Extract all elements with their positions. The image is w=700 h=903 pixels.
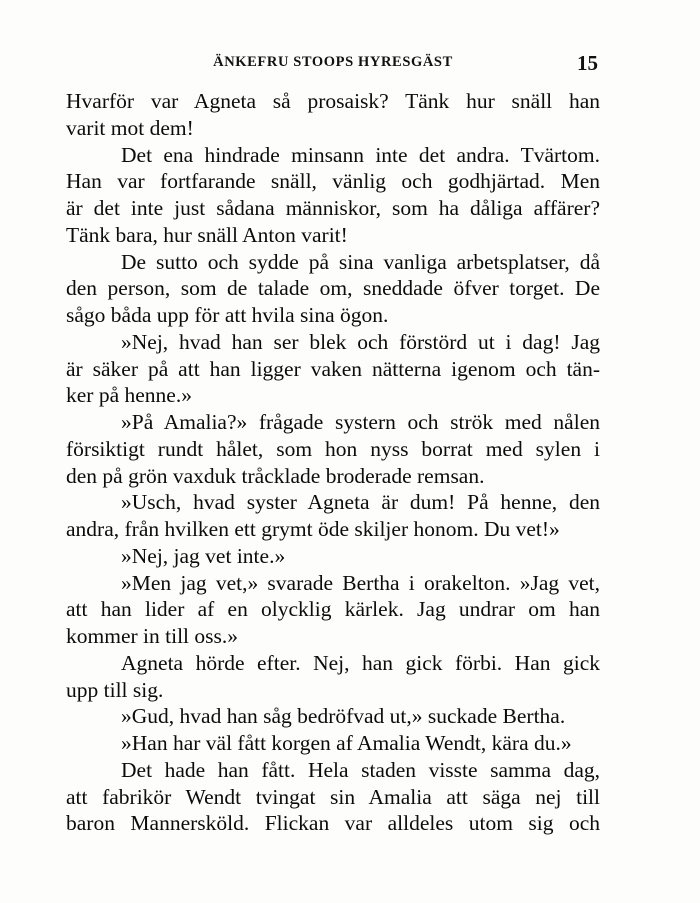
paragraph bbox=[66, 489, 600, 543]
text-line: upp till sig. bbox=[66, 677, 164, 702]
paragraph bbox=[66, 142, 600, 249]
text-line: Agneta hörde efter. Nej, han gick förbi. Han gick bbox=[121, 650, 600, 675]
paragraph bbox=[66, 757, 600, 837]
text-line: är det inte just sådana människor, som ha dåliga affärer? bbox=[66, 196, 600, 220]
text-line: sågo båda upp för att hvila sina ögon. bbox=[66, 303, 389, 327]
text-line: Han var fortfarande snäll, vänlig och godhjärtad. Men bbox=[66, 169, 600, 194]
paragraph bbox=[66, 249, 600, 329]
text-line: Det hade han fått. Hela staden visste samma dag, bbox=[121, 757, 600, 782]
paragraph bbox=[66, 650, 600, 704]
text-line: kommer in till oss.» bbox=[66, 624, 238, 648]
text-line: andra, från hvilken ett grymt öde skiljer honom. Du vet!» bbox=[66, 517, 560, 541]
text-line: varit mot dem! bbox=[66, 115, 194, 140]
running-head bbox=[66, 51, 600, 78]
text-line: att fabrikör Wendt tvingat sin Amalia att säga nej till bbox=[66, 784, 600, 809]
paragraph bbox=[66, 329, 600, 409]
text-line: baron Mannersköld. Flickan var alldeles utom sig och bbox=[66, 811, 600, 836]
paragraph bbox=[66, 730, 600, 757]
text-line: den på grön vaxduk tråcklade broderade remsan. bbox=[66, 463, 485, 488]
text-line: är säker på att han ligger vaken nätterna igenom och tän- bbox=[66, 356, 600, 381]
paragraph bbox=[66, 409, 600, 489]
body-text bbox=[66, 88, 600, 837]
text-line: »Gud, hvad han såg bedröfvad ut,» suckade Bertha. bbox=[121, 704, 566, 729]
text-line: »Nej, hvad han ser blek och förstörd ut i dag! Jag bbox=[121, 329, 600, 354]
text-line: »Han har väl fått korgen af Amalia Wendt, kära du.» bbox=[121, 731, 572, 755]
running-title: ÄNKEFRU STOOPS HYRESGÄST bbox=[213, 54, 453, 70]
text-line: den person, som de talade om, sneddade öfver torget. De bbox=[66, 276, 600, 301]
text-line: »Usch, hvad syster Agneta är dum! På henne, den bbox=[121, 490, 600, 515]
text-line: Det ena hindrade minsann inte det andra. Tvärtom. bbox=[121, 142, 600, 167]
text-line: Tänk bara, hur snäll Anton varit! bbox=[66, 222, 348, 247]
text-line: Hvarför var Agneta så prosaisk? Tänk hur snäll han bbox=[66, 89, 600, 113]
text-line: försiktigt rundt hålet, som hon nyss borrat med sylen i bbox=[66, 436, 600, 461]
paragraph bbox=[66, 543, 600, 570]
text-line: ker på henne.» bbox=[66, 383, 192, 408]
page-number: 15 bbox=[577, 51, 598, 75]
paragraph bbox=[66, 570, 600, 650]
paragraph bbox=[66, 703, 600, 730]
text-line: »På Amalia?» frågade systern och strök med nålen bbox=[121, 410, 600, 434]
text-line: »Men jag vet,» svarade Bertha i orakelton. »Jag vet, bbox=[121, 570, 600, 595]
text-line: De sutto och sydde på sina vanliga arbetsplatser, då bbox=[121, 249, 600, 274]
text-line: »Nej, jag vet inte.» bbox=[121, 543, 286, 568]
paragraph bbox=[66, 88, 600, 142]
text-line: att han lider af en olycklig kärlek. Jag undrar om han bbox=[66, 597, 600, 622]
